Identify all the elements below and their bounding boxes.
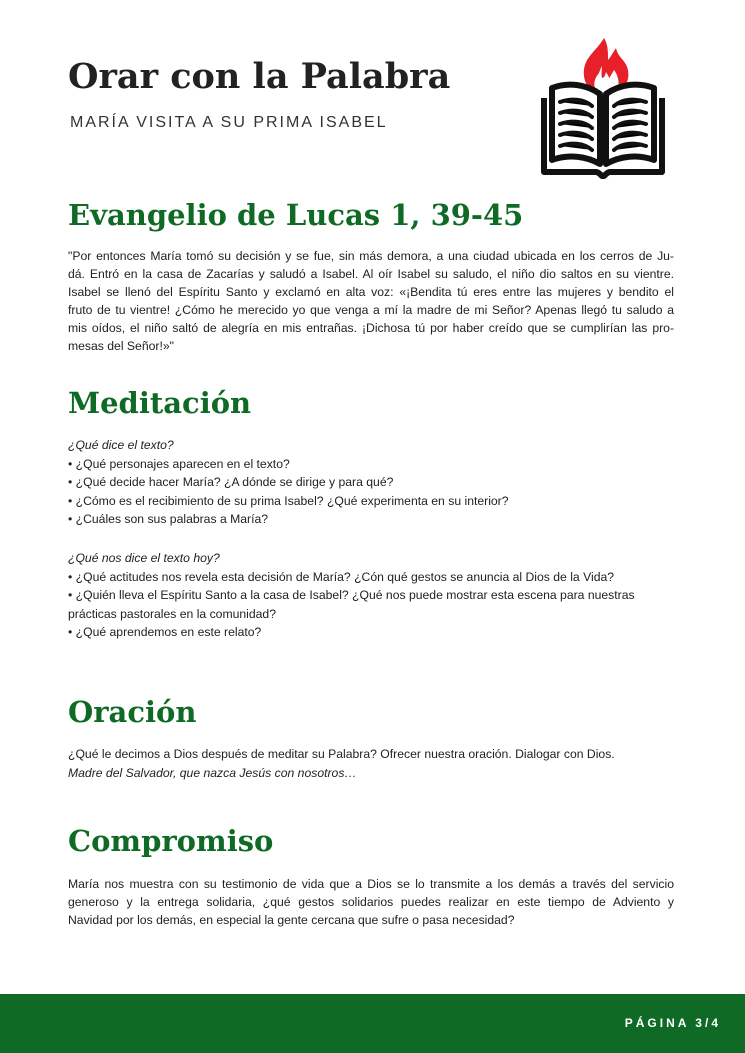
gospel-line: Isabel se llenó del Espíritu Santo y exclamó en alta voz: «¡Bendita tú eres entre las mujeres y bendito el <box>68 285 674 299</box>
gospel-text <box>68 247 674 355</box>
prayer-heading: Oración <box>68 695 197 729</box>
commitment-line: generoso y la entrega solidaria, ¿qué gestos solidarios puedes realizar en este tiempo de Adviento y <box>68 895 674 909</box>
page-title: Orar con la Palabra <box>68 56 451 97</box>
list-item: • ¿Qué personajes aparecen en el texto? <box>68 456 290 471</box>
commitment-text <box>68 875 674 929</box>
list-item: • ¿Qué decide hacer María? ¿A dónde se dirige y para qué? <box>68 475 394 490</box>
list-item: • ¿Qué actitudes nos revela esta decisión de María? ¿Cón qué gestos se anuncia al Dios de la Vida? <box>68 569 615 584</box>
meditation-heading: Meditación <box>68 386 252 420</box>
list-item: • ¿Qué aprendemos en este relato? <box>68 625 262 640</box>
gospel-line: dá. Entró en la casa de Zacarías y saludó a Isabel. Al oír Isabel su saludo, el niño dio saltos en su vientre. <box>68 267 674 281</box>
prayer-text <box>68 745 674 782</box>
commitment-heading: Compromiso <box>68 824 274 858</box>
commitment-line: María nos muestra con su testimonio de vida que a Dios se lo transmite a los demás a través del servicio <box>68 877 674 891</box>
list-item: • ¿Quién lleva el Espíritu Santo a la casa de Isabel? ¿Qué nos puede mostrar esta escena para nuestras <box>68 588 635 603</box>
gospel-heading: Evangelio de Lucas 1, 39-45 <box>68 198 524 232</box>
gospel-line: "Por entonces María tomó su decisión y se fue, sin más demora, a una ciudad ubicada en los cerros de Ju- <box>68 249 674 263</box>
page-number: PÁGINA 3/4 <box>624 1016 721 1030</box>
gospel-line: mesas del Señor!»" <box>68 339 174 353</box>
bible-flame-icon <box>538 36 668 180</box>
meditation-questions-2 <box>68 549 674 642</box>
prayer-invocation: Madre del Salvador, que nazca Jesús con nosotros… <box>68 765 357 780</box>
question-group-title: ¿Qué dice el texto? <box>68 438 174 452</box>
gospel-line: fruto de tu vientre! ¿Cómo he merecido yo que venga a mí la madre de mi Señor? Apenas llegó tu saludo a <box>68 303 674 317</box>
meditation-questions-1 <box>68 436 674 529</box>
prayer-line: ¿Qué le decimos a Dios después de meditar su Palabra? Ofrecer nuestra oración. Dialogar con Dios. <box>68 747 615 761</box>
question-group-title: ¿Qué nos dice el texto hoy? <box>68 551 220 565</box>
page-subtitle: MARÍA VISITA A SU PRIMA ISABEL <box>70 114 388 131</box>
list-item: • ¿Cómo es el recibimiento de su prima Isabel? ¿Qué experimenta en su interior? <box>68 493 509 508</box>
commitment-line: Navidad por los demás, en especial la gente cercana que sufre o pasa necesidad? <box>68 913 515 927</box>
list-item: prácticas pastorales en la comunidad? <box>68 606 276 621</box>
footer-bar <box>0 994 745 1053</box>
list-item: • ¿Cuáles son sus palabras a María? <box>68 512 269 527</box>
gospel-line: mis oídos, el niño saltó de alegría en mis entrañas. ¡Dichosa tú por haber creído que se cumplirían las pro- <box>68 321 674 335</box>
